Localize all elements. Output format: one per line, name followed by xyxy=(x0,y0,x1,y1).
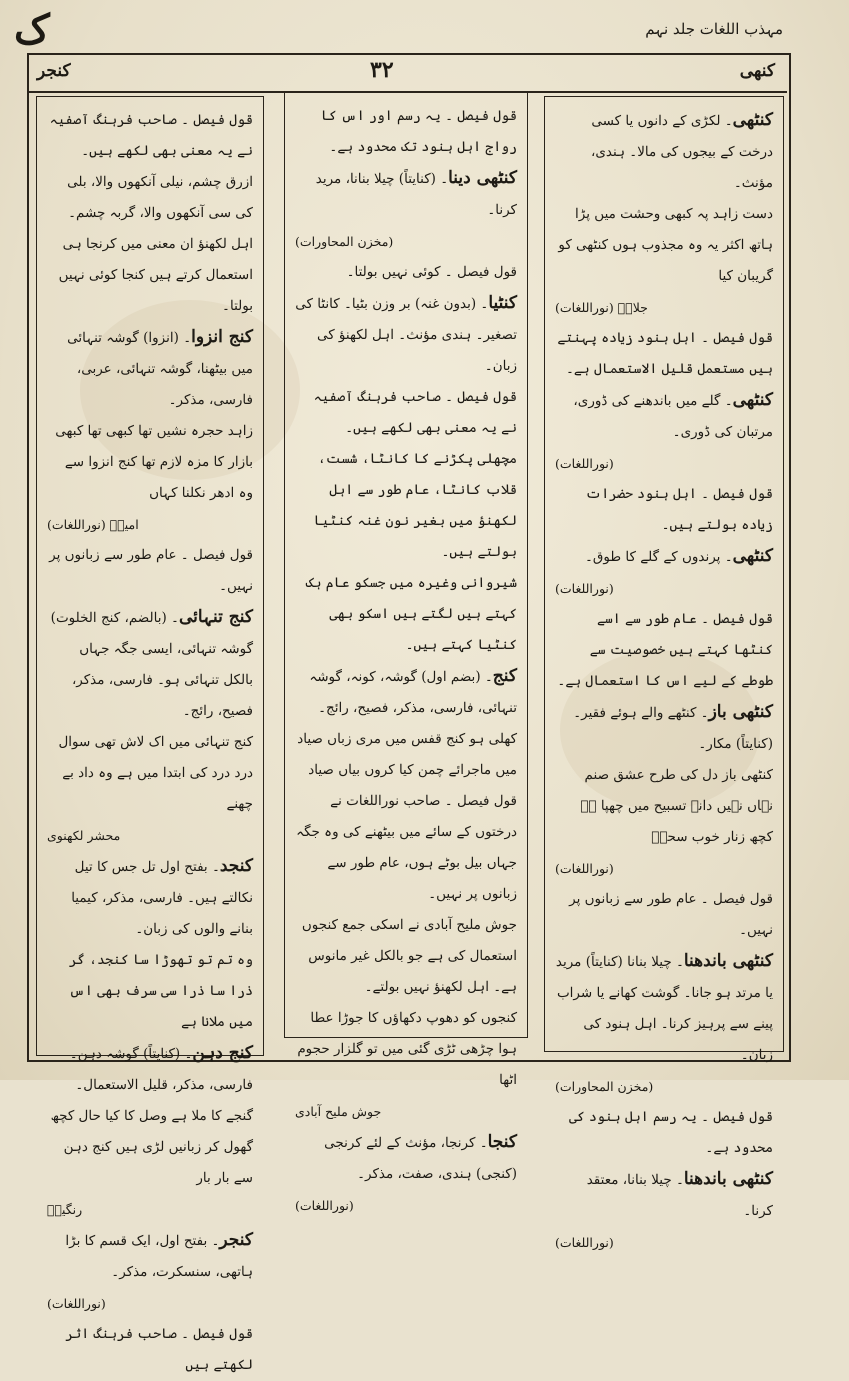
entry-source: جوش ملیح آبادی xyxy=(295,1104,382,1119)
dictionary-entry xyxy=(555,760,773,884)
entry-text: قول فیصل ۔ صاحب فرہنگ آصفیہ نے یہ معنی بھی لکھے ہیں۔ xyxy=(313,389,517,436)
dictionary-entry xyxy=(295,257,517,288)
dictionary-entry xyxy=(295,382,517,444)
dictionary-entry xyxy=(555,697,773,760)
entry-headword: کنٹھی باز xyxy=(708,702,773,722)
column-right xyxy=(544,96,784,1250)
entry-source: امیرؔ (نوراللغات) xyxy=(47,517,139,532)
entry-text: وہ تم تو تھوڑا سا کنجد، گر ذرا سا ذرا سی سرف بھی اس میں ملانا ہے xyxy=(69,952,253,1030)
entry-text: ۔ چیلا بنانا، معتقد کرنا۔ xyxy=(586,1172,773,1219)
series-title: مہذب اللغات جلد نہم xyxy=(645,20,783,38)
entry-headword: کنج تنہائی xyxy=(178,607,253,627)
dictionary-entry xyxy=(47,167,253,229)
entry-source: رنگینؔ xyxy=(47,1202,83,1217)
entry-source: (نوراللغات) xyxy=(555,456,614,471)
dictionary-entry xyxy=(555,884,773,946)
entry-text: گنجے کا ملا ہے وصل کا کیا حال کچھ گھول کر زبانیں لڑی ہیں کنج دہن سے بار بار xyxy=(50,1108,253,1186)
entry-text: دست زاہد پہ کبھی وحشت میں پڑا ہاتھ اکثر یہ وہ مجذوب ہوں کنٹھی کو گریبان کیا xyxy=(558,206,773,284)
dictionary-entry xyxy=(47,1225,253,1319)
entry-source: (نوراللغات) xyxy=(555,581,614,596)
entry-source: (نوراللغات) xyxy=(295,1198,354,1213)
entry-text: قول فیصل ۔ اہل ہنود زیادہ پہنتے ہیں مستعمل قلیل الاستعمال ہے۔ xyxy=(557,330,773,377)
entry-source: (مخزن المحاورات) xyxy=(555,1079,654,1094)
entry-text: کھلی ہو کنج قفس میں مری زباں صیاد میں ماجرائے چمن کیا کروں بیاں صیاد xyxy=(297,731,517,778)
column-middle xyxy=(284,92,528,1213)
entry-text: ۔ (بدون غنہ) بر وزن بٹیا۔ کانٹا کی تصغیر۔ ہندی مؤنث۔ اہل لکھنؤ کی زبان۔ xyxy=(295,296,517,374)
dictionary-entry xyxy=(295,661,517,724)
entry-headword: کنجا xyxy=(487,1132,517,1152)
dictionary-entry xyxy=(47,229,253,322)
entry-headword: کنجد xyxy=(219,856,253,876)
entry-text: قول فیصل ۔ یہ رسم اہل ہنود کی محدود ہے۔ xyxy=(568,1109,773,1156)
entry-headword: کنج دہن xyxy=(192,1043,253,1063)
dictionary-entry xyxy=(47,727,253,851)
column-left xyxy=(36,96,264,1373)
page-number: ۳۲ xyxy=(370,57,394,83)
entry-text: ۔ کنٹھے والے ہوئے فقیر۔ (کنایتاً) مکار۔ xyxy=(573,705,773,752)
entry-text: ۔ (بالضم، کنج الخلوت) گوشہ تنہائی، ایسی جگہ جہاں بالکل تنہائی ہو۔ فارسی، مذکر، فصیح، رائج۔ xyxy=(50,610,253,719)
dictionary-entry xyxy=(295,163,517,257)
entry-text: ۔ (بضم اول) گوشہ، کونہ، گوشہ تنہائی، فارسی، مذکر، فصیح، رائج۔ xyxy=(309,669,517,716)
entry-text: قول فیصل ۔ صاحب فرہنگ آصفیہ نے یہ معنی بھی لکھے ہیں۔ xyxy=(49,112,253,159)
entry-headword: کنجر xyxy=(219,1230,253,1250)
dictionary-entry xyxy=(295,568,517,661)
entry-text: ۔ (کنایتاً) گوشہ دہن۔ فارسی، مذکر، قلیل الاستعمال۔ xyxy=(69,1046,253,1093)
entry-text: شیروانی وغیرہ میں جسکو عام ہک کہتے ہیں لگتے ہیں اسکو بھی کنٹیا کہتے ہیں۔ xyxy=(305,575,517,653)
entry-text: ۔ بفتح اول، ایک قسم کا بڑا ہاتھی، سنسکرت، مذکر۔ xyxy=(65,1233,253,1280)
entry-text: قول فیصل ۔ صاحب فرہنگ اثر لکھتے ہیں xyxy=(65,1326,253,1373)
entry-text: قول فیصل ۔ عام طور سے زبانوں پر نہیں۔ xyxy=(49,547,253,594)
header-last-word: کنجر xyxy=(37,61,71,81)
dictionary-entry xyxy=(47,322,253,416)
entry-text: قول فیصل ۔ اہل ہنود حضرات زیادہ بولتے ہیں۔ xyxy=(585,486,773,533)
entry-headword: کنٹھی باندھنا xyxy=(683,1169,773,1189)
dictionary-entry xyxy=(47,105,253,167)
entry-text: ۔ کرنجا، مؤنث کے لئے کرنجی (کنجی) ہندی، صفت، مذکر۔ xyxy=(324,1135,517,1182)
dictionary-entry xyxy=(555,1164,773,1258)
dictionary-entry xyxy=(295,724,517,786)
dictionary-entry xyxy=(555,323,773,385)
entry-headword: کنٹھی دینا xyxy=(448,168,517,188)
entry-headword: کنج xyxy=(492,666,517,686)
dictionary-entry xyxy=(47,540,253,602)
entry-text: مچھلی پکڑنے کا کانٹا، شست، قلاب کانٹا، عام طور سے اہل لکھنؤ میں بغیر نون غنہ کنٹیا بولتے ہیں۔ xyxy=(313,451,517,560)
entry-text: ازرق چشم، نیلی آنکھوں والا، بلی کی سی آنکھوں والا، گربہ چشم۔ xyxy=(67,174,253,221)
dictionary-entry xyxy=(295,786,517,910)
entry-text: قول فیصل ۔ یہ رسم اور اس کا رواج اہل ہنود تک محدود ہے۔ xyxy=(320,108,517,155)
entry-text: ۔ گلے میں باندھنے کی ڈوری، مرتبان کی ڈوری۔ xyxy=(573,393,773,440)
dictionary-entry xyxy=(295,910,517,1003)
dictionary-entry xyxy=(295,1127,517,1221)
entry-headword: کنٹھی باندھنا xyxy=(683,951,773,971)
section-letter: ک xyxy=(14,6,50,53)
dictionary-entry xyxy=(47,1101,253,1225)
dictionary-entry xyxy=(555,946,773,1102)
entry-text: قول فیصل ۔ کوئی نہیں بولتا۔ xyxy=(346,264,517,280)
dictionary-entry xyxy=(47,416,253,540)
entry-text: قول فیصل ۔ عام طور سے زبانوں پر نہیں۔ xyxy=(569,891,773,938)
entry-source: (نوراللغات) xyxy=(555,1235,614,1250)
entry-headword: کنٹھی xyxy=(732,546,773,566)
entry-text: ۔ چیلا بنانا (کنایتاً) مرید یا مرتد ہو جانا۔ گوشت کھانے یا شراب پینے سے پرہیز کرنا۔ اہل ہنود کی زبان۔ xyxy=(555,954,773,1063)
entry-source: (نوراللغات) xyxy=(47,1296,106,1311)
entry-text: اہل لکھنؤ ان معنی میں کرنجا ہی استعمال کرتے ہیں کنجا کوئی نہیں بولتا۔ xyxy=(58,236,253,314)
dictionary-entry xyxy=(295,288,517,382)
entry-text: ۔ (کنایتاً) چیلا بنانا، مرید کرنا۔ xyxy=(315,171,517,218)
dictionary-entry xyxy=(555,105,773,199)
entry-headword: کنٹھی xyxy=(732,390,773,410)
entry-text: کنجوں کو دھوپ دکھاؤں کا جوڑا عطا ہوا چڑھی ٹڑی گئی میں تو گلزار حجوم اٹھا xyxy=(297,1010,517,1088)
dictionary-entry xyxy=(555,541,773,604)
entry-text: جوش ملیح آبادی نے اسکی جمع کنجوں استعمال کی ہے جو بالکل غیر مانوس ہے۔ اہل لکھنؤ نہیں بولتے۔ xyxy=(301,917,517,995)
entry-headword: کنٹھی xyxy=(732,110,773,130)
dictionary-entry xyxy=(295,101,517,163)
entry-headword: کنج انزوا xyxy=(191,327,253,347)
entry-headword: کنٹیا xyxy=(488,293,517,313)
entry-source: (مخزن المحاورات) xyxy=(295,234,394,249)
running-header xyxy=(27,53,787,93)
dictionary-entry xyxy=(295,1003,517,1127)
entry-source: محشر لکھنوی xyxy=(47,828,121,843)
dictionary-entry xyxy=(47,1038,253,1101)
entry-text: ۔ لکڑی کے دانوں یا کسی درخت کے بیجوں کی مالا۔ ہندی، مؤنث۔ xyxy=(591,113,773,191)
dictionary-entry xyxy=(555,385,773,479)
dictionary-entry xyxy=(555,1102,773,1164)
entry-source: جلالؔ (نوراللغات) xyxy=(555,300,648,315)
dictionary-entry xyxy=(555,604,773,697)
entry-text: ۔ پرندوں کے گلے کا طوق۔ xyxy=(585,549,733,565)
entry-text: قول فیصل ۔ عام طور سے اسے کنٹھا کہتے ہیں خصوصیت سے طوطے کے لیے اس کا استعمال ہے۔ xyxy=(557,611,773,689)
header-first-word: کنھی xyxy=(739,61,775,81)
dictionary-entry xyxy=(47,602,253,727)
dictionary-entry xyxy=(555,479,773,541)
entry-text: کنج تنہائی میں اک لاش تھی سوال درد درد کی ابتدا میں ہے وہ داد بے چھنے xyxy=(58,734,253,812)
dictionary-entry xyxy=(555,199,773,323)
entry-text: قول فیصل ۔ صاحب نوراللغات نے درختوں کے سائے میں بیٹھنے کی وہ جگہ جہاں بیل بوٹے ہوں، عام طور سے زبانوں پر نہیں۔ xyxy=(296,793,517,902)
entry-text: زاہد حجرہ نشیں تھا کبھی تھا کبھی بازار کا مزہ لازم تھا کنج انزوا سے وہ ادھر نکلنا کہاں xyxy=(55,423,253,501)
dictionary-entry xyxy=(47,945,253,1038)
entry-text: ۔ (انزوا) گوشہ تنہائی میں بیٹھنا، گوشہ تنہائی، عربی، فارسی، مذکر۔ xyxy=(67,330,253,408)
entry-source: (نوراللغات) xyxy=(555,861,614,876)
entry-text: ۔ بفتح اول تل جس کا تیل نکالتے ہیں۔ فارسی، مذکر، کیمیا بنانے والوں کی زبان۔ xyxy=(71,859,253,937)
dictionary-entry xyxy=(47,851,253,945)
entry-text: کنٹھی باز دل کی طرح عشق صنم نہاں نہیں دانہ تسبیح میں چھپا ہے کچھ زنار خوب سحرؔ xyxy=(580,767,773,845)
dictionary-entry xyxy=(47,1319,253,1381)
dictionary-entry xyxy=(295,444,517,568)
